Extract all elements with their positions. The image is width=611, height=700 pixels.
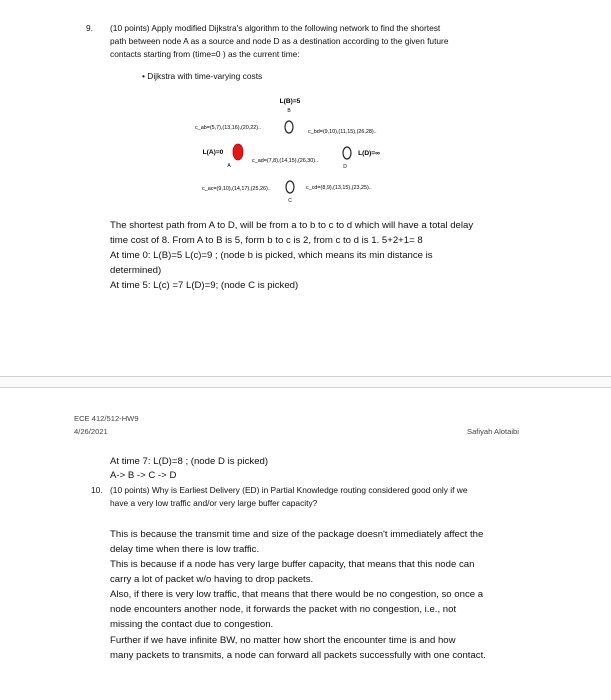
- answer-line: node encounters another node, it forwards the packet with no congestion, i.e., not: [110, 604, 457, 615]
- author-label: Safiyah Alotaibi: [467, 427, 519, 436]
- question-text-line: (10 points) Why is Earliest Delivery (ED) in Partial Knowledge routing considered good only if we: [110, 485, 468, 495]
- node-label-d: D: [343, 164, 347, 170]
- question-text-line: contacts starting from (time=0 ) as the current time:: [110, 49, 300, 59]
- node-label-a: A: [227, 163, 231, 169]
- course-label: ECE 412/512-HW9: [74, 414, 139, 423]
- edge-label-ab: c_ab=(5,7),(13,16),(20,22)..: [195, 125, 262, 131]
- answer-line: At time 7: L(D)=8 ; (node D is picked): [110, 456, 269, 467]
- answer-line: At time 0: L(B)=5 L(c)=9 ; (node b is picked, which means its min distance is: [110, 250, 433, 261]
- page-break-bottom: [0, 387, 611, 388]
- node-label-c: C: [288, 198, 292, 204]
- answer-line: This is because if a node has very large buffer capacity, that means that this node can: [110, 559, 475, 570]
- page-gap: [0, 377, 611, 387]
- answer-line: determined): [110, 265, 162, 276]
- answer-line: missing the contact due to congestion.: [110, 619, 274, 630]
- answer-line: carry a lot of packet w/o having to drop packets.: [110, 574, 314, 585]
- node-a: [233, 144, 243, 160]
- node-label-b: B: [287, 108, 291, 114]
- distance-label-d: L(D)=∞: [358, 150, 380, 157]
- question-number: 9.: [86, 23, 93, 33]
- network-diagram: [0, 90, 611, 205]
- bullet-dot-icon: •: [142, 71, 148, 81]
- question-text-line: (10 points) Apply modified Dijkstra's algorithm to the following network to find the shortest: [110, 23, 441, 33]
- node-d: [343, 147, 351, 159]
- question-text-line: path between node A as a source and node D as a destination according to the given future: [110, 36, 449, 46]
- edge-label-bd: c_bd=(9,10),(11,15),(26,28)..: [308, 129, 377, 135]
- answer-line: A-> B -> C -> D: [110, 470, 177, 481]
- answer-line: many packets to transmits, a node can forward all packets successfully with one contact.: [110, 650, 486, 661]
- question-number: 10.: [91, 485, 103, 495]
- edge-label-cd: c_cd=(8,9),(13,15),(23,25)..: [306, 185, 372, 191]
- distance-label-b: L(B)=5: [279, 98, 301, 105]
- node-b: [285, 121, 293, 133]
- answer-line: time cost of 8. From A to B is 5, form b to c is 2, from c to d is 1. 5+2+1= 8: [110, 235, 423, 246]
- bullet-item: [142, 70, 262, 84]
- bullet-text: Dijkstra with time-varying costs: [147, 71, 263, 81]
- distance-label-a: L(A)=0: [202, 149, 224, 156]
- answer-line: This is because the transmit time and size of the package doesn't immediately affect the: [110, 529, 484, 540]
- question-text-line: have a very low traffic and/or very large buffer capacity?: [110, 498, 318, 508]
- answer-line: At time 5: L(c) =7 L(D)=9; (node C is picked): [110, 280, 299, 291]
- edge-label-ac: c_ac=(9,10),(14,17),(25,26)..: [202, 186, 271, 192]
- date-label: 4/26/2021: [74, 427, 108, 436]
- answer-line: The shortest path from A to D, will be from a to b to c to d which will have a total delay: [110, 220, 474, 231]
- answer-line: delay time when there is low traffic.: [110, 544, 260, 555]
- edge-label-ad: c_ad=(7,8),(14,15),(26,30)..: [252, 158, 319, 164]
- node-c: [286, 181, 294, 193]
- answer-line: Also, if there is very low traffic, that means that there would be no congestion, so once a: [110, 589, 484, 600]
- answer-line: Further if we have infinite BW, no matter how short the encounter time is and how: [110, 635, 456, 646]
